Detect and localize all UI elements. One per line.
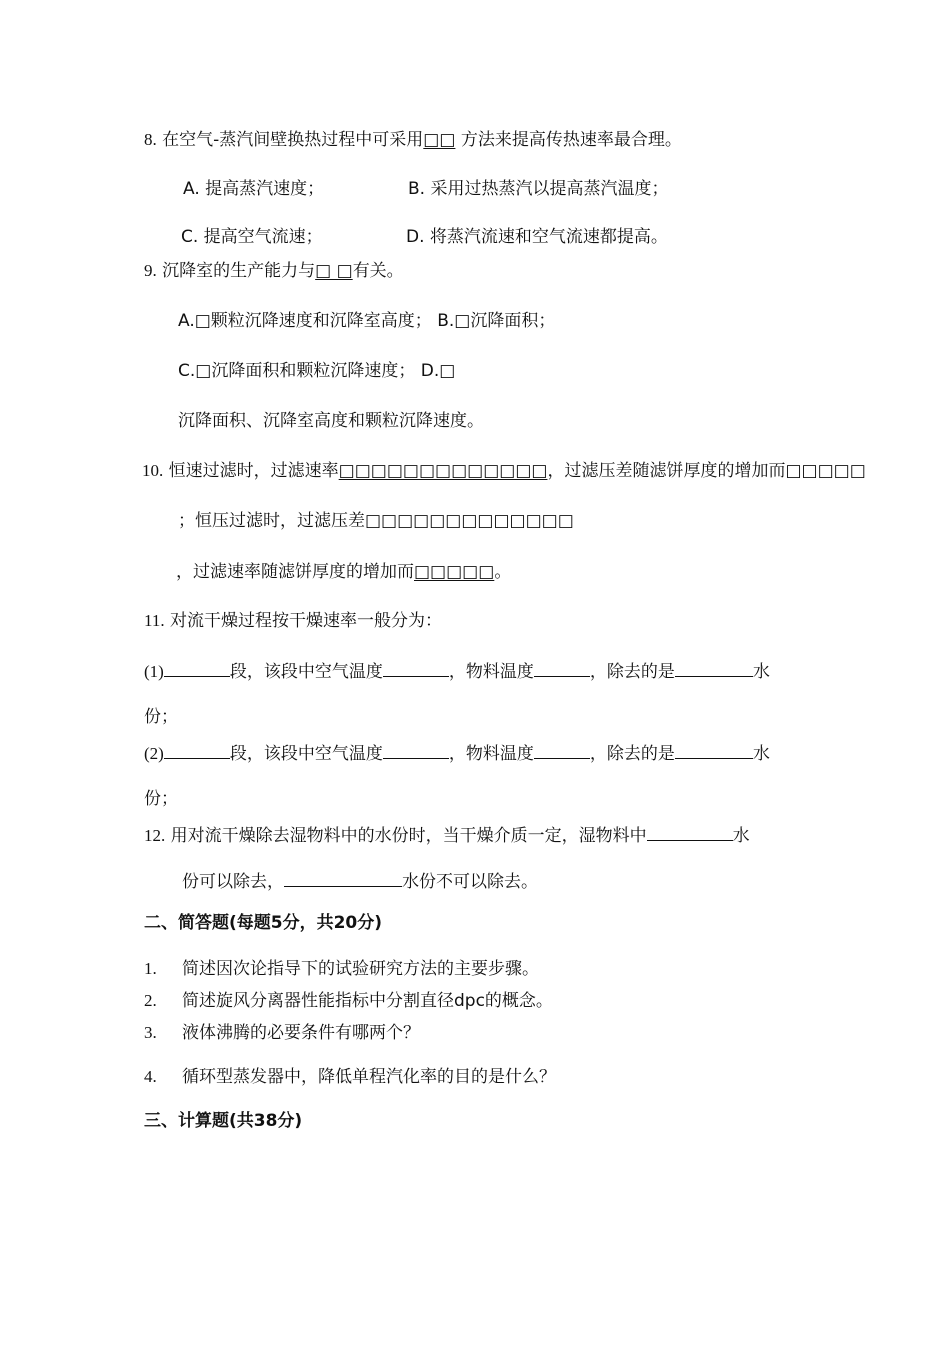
question-11-part-2 <box>144 742 770 765</box>
part-label: (2) <box>144 744 164 763</box>
short-answer-item <box>144 1022 420 1044</box>
option-d: D. 将蒸汽流速和空气流速都提高。 <box>406 227 668 247</box>
part-text: ，除去的是 <box>589 662 675 682</box>
item-text: 循环型蒸发器中，降低单程汽化率的目的是什么？ <box>182 1067 556 1087</box>
item-number: 1. <box>144 959 157 978</box>
part-text: 段，该段中空气温度 <box>229 662 383 682</box>
question-11 <box>144 610 442 632</box>
item-text: 液体沸腾的必要条件有哪两个？ <box>182 1023 420 1043</box>
question-10-line-3 <box>176 561 511 583</box>
question-text-post: 方法来提高传热速率最合理。 <box>460 130 682 150</box>
part-text: 水 <box>752 662 770 682</box>
part-text: 水 <box>752 744 770 764</box>
question-text: 对流干燥过程按干燥速率一般分为： <box>170 611 443 631</box>
question-text: 。 <box>494 562 512 582</box>
question-10-line-1 <box>142 460 866 482</box>
short-answer-item <box>144 958 539 980</box>
answer-blank: □□ <box>423 130 456 150</box>
question-number: 9. <box>144 261 157 280</box>
answer-blank <box>675 742 753 759</box>
part-text: 段，该段中空气温度 <box>229 744 383 764</box>
section-2-title: 二、简答题(每题5分，共20分) <box>144 913 383 933</box>
option-a: A. 提高蒸汽速度； <box>183 179 325 199</box>
item-text: 简述因次论指导下的试验研究方法的主要步骤。 <box>182 959 539 979</box>
answer-blank: □□□□□ <box>414 562 495 582</box>
answer-blank <box>675 660 753 677</box>
option-c: C. 提高空气流速； <box>181 227 323 247</box>
question-text: 水 <box>732 826 750 846</box>
question-text: ，过滤压差随滤饼厚度的增加而□□□□□ <box>547 461 866 481</box>
question-number: 8. <box>144 130 157 149</box>
item-number: 4. <box>144 1067 157 1086</box>
question-text: 用对流干燥除去湿物料中的水份时，当干燥介质一定，湿物料中 <box>170 826 647 846</box>
option-d-continued: 沉降面积、沉降室高度和颗粒沉降速度。 <box>178 411 484 431</box>
question-number: 11. <box>144 611 165 630</box>
answer-blank <box>164 742 230 759</box>
part-text: ，除去的是 <box>589 744 675 764</box>
question-text: 水份不可以除去。 <box>402 872 538 892</box>
answer-blank <box>284 870 402 887</box>
question-text: 份可以除去， <box>182 872 284 892</box>
option-b: B. 采用过热蒸汽以提高蒸汽温度； <box>408 179 669 199</box>
question-11-part-2-end: 份； <box>144 789 178 809</box>
item-text: 简述旋风分离器性能指标中分割直径dpc的概念。 <box>182 991 553 1011</box>
answer-blank <box>647 824 733 841</box>
part-text: ，物料温度 <box>448 744 534 764</box>
answer-blank <box>383 660 449 677</box>
question-text-post: 有关。 <box>352 261 404 281</box>
question-8 <box>144 129 682 151</box>
section-3-title: 三、计算题(共38分) <box>144 1111 303 1131</box>
question-text: 恒速过滤时，过滤速率 <box>168 461 339 481</box>
question-text: ，过滤速率随滤饼厚度的增加而 <box>176 562 414 582</box>
item-number: 3. <box>144 1023 157 1042</box>
question-number: 10. <box>142 461 164 480</box>
answer-blank <box>383 742 449 759</box>
answer-blank <box>164 660 230 677</box>
part-label: (1) <box>144 662 164 681</box>
short-answer-item <box>144 990 553 1012</box>
options-a-b: A.□颗粒沉降速度和沉降室高度； B.□沉降面积； <box>178 311 556 331</box>
question-text-pre: 在空气-蒸汽间壁换热过程中可采用 <box>162 130 424 150</box>
question-11-part-1-end: 份； <box>144 707 178 727</box>
question-10-line-2: ；恒压过滤时，过滤压差□□□□□□□□□□□□□ <box>178 511 574 531</box>
item-number: 2. <box>144 991 157 1010</box>
question-9 <box>144 260 404 282</box>
answer-blank <box>534 660 590 677</box>
part-text: ，物料温度 <box>448 662 534 682</box>
answer-blank: □ □ <box>315 261 353 281</box>
question-11-part-1 <box>144 660 770 683</box>
question-text-pre: 沉降室的生产能力与 <box>162 261 316 281</box>
question-12-line-2 <box>182 870 538 893</box>
short-answer-item <box>144 1066 556 1088</box>
question-number: 12. <box>144 826 166 845</box>
answer-blank: □□□□□□□□□□□□□ <box>338 461 548 481</box>
answer-blank <box>534 742 590 759</box>
question-12-line-1 <box>144 824 750 847</box>
options-c-d: C.□沉降面积和颗粒沉降速度； D.□ <box>178 361 456 381</box>
